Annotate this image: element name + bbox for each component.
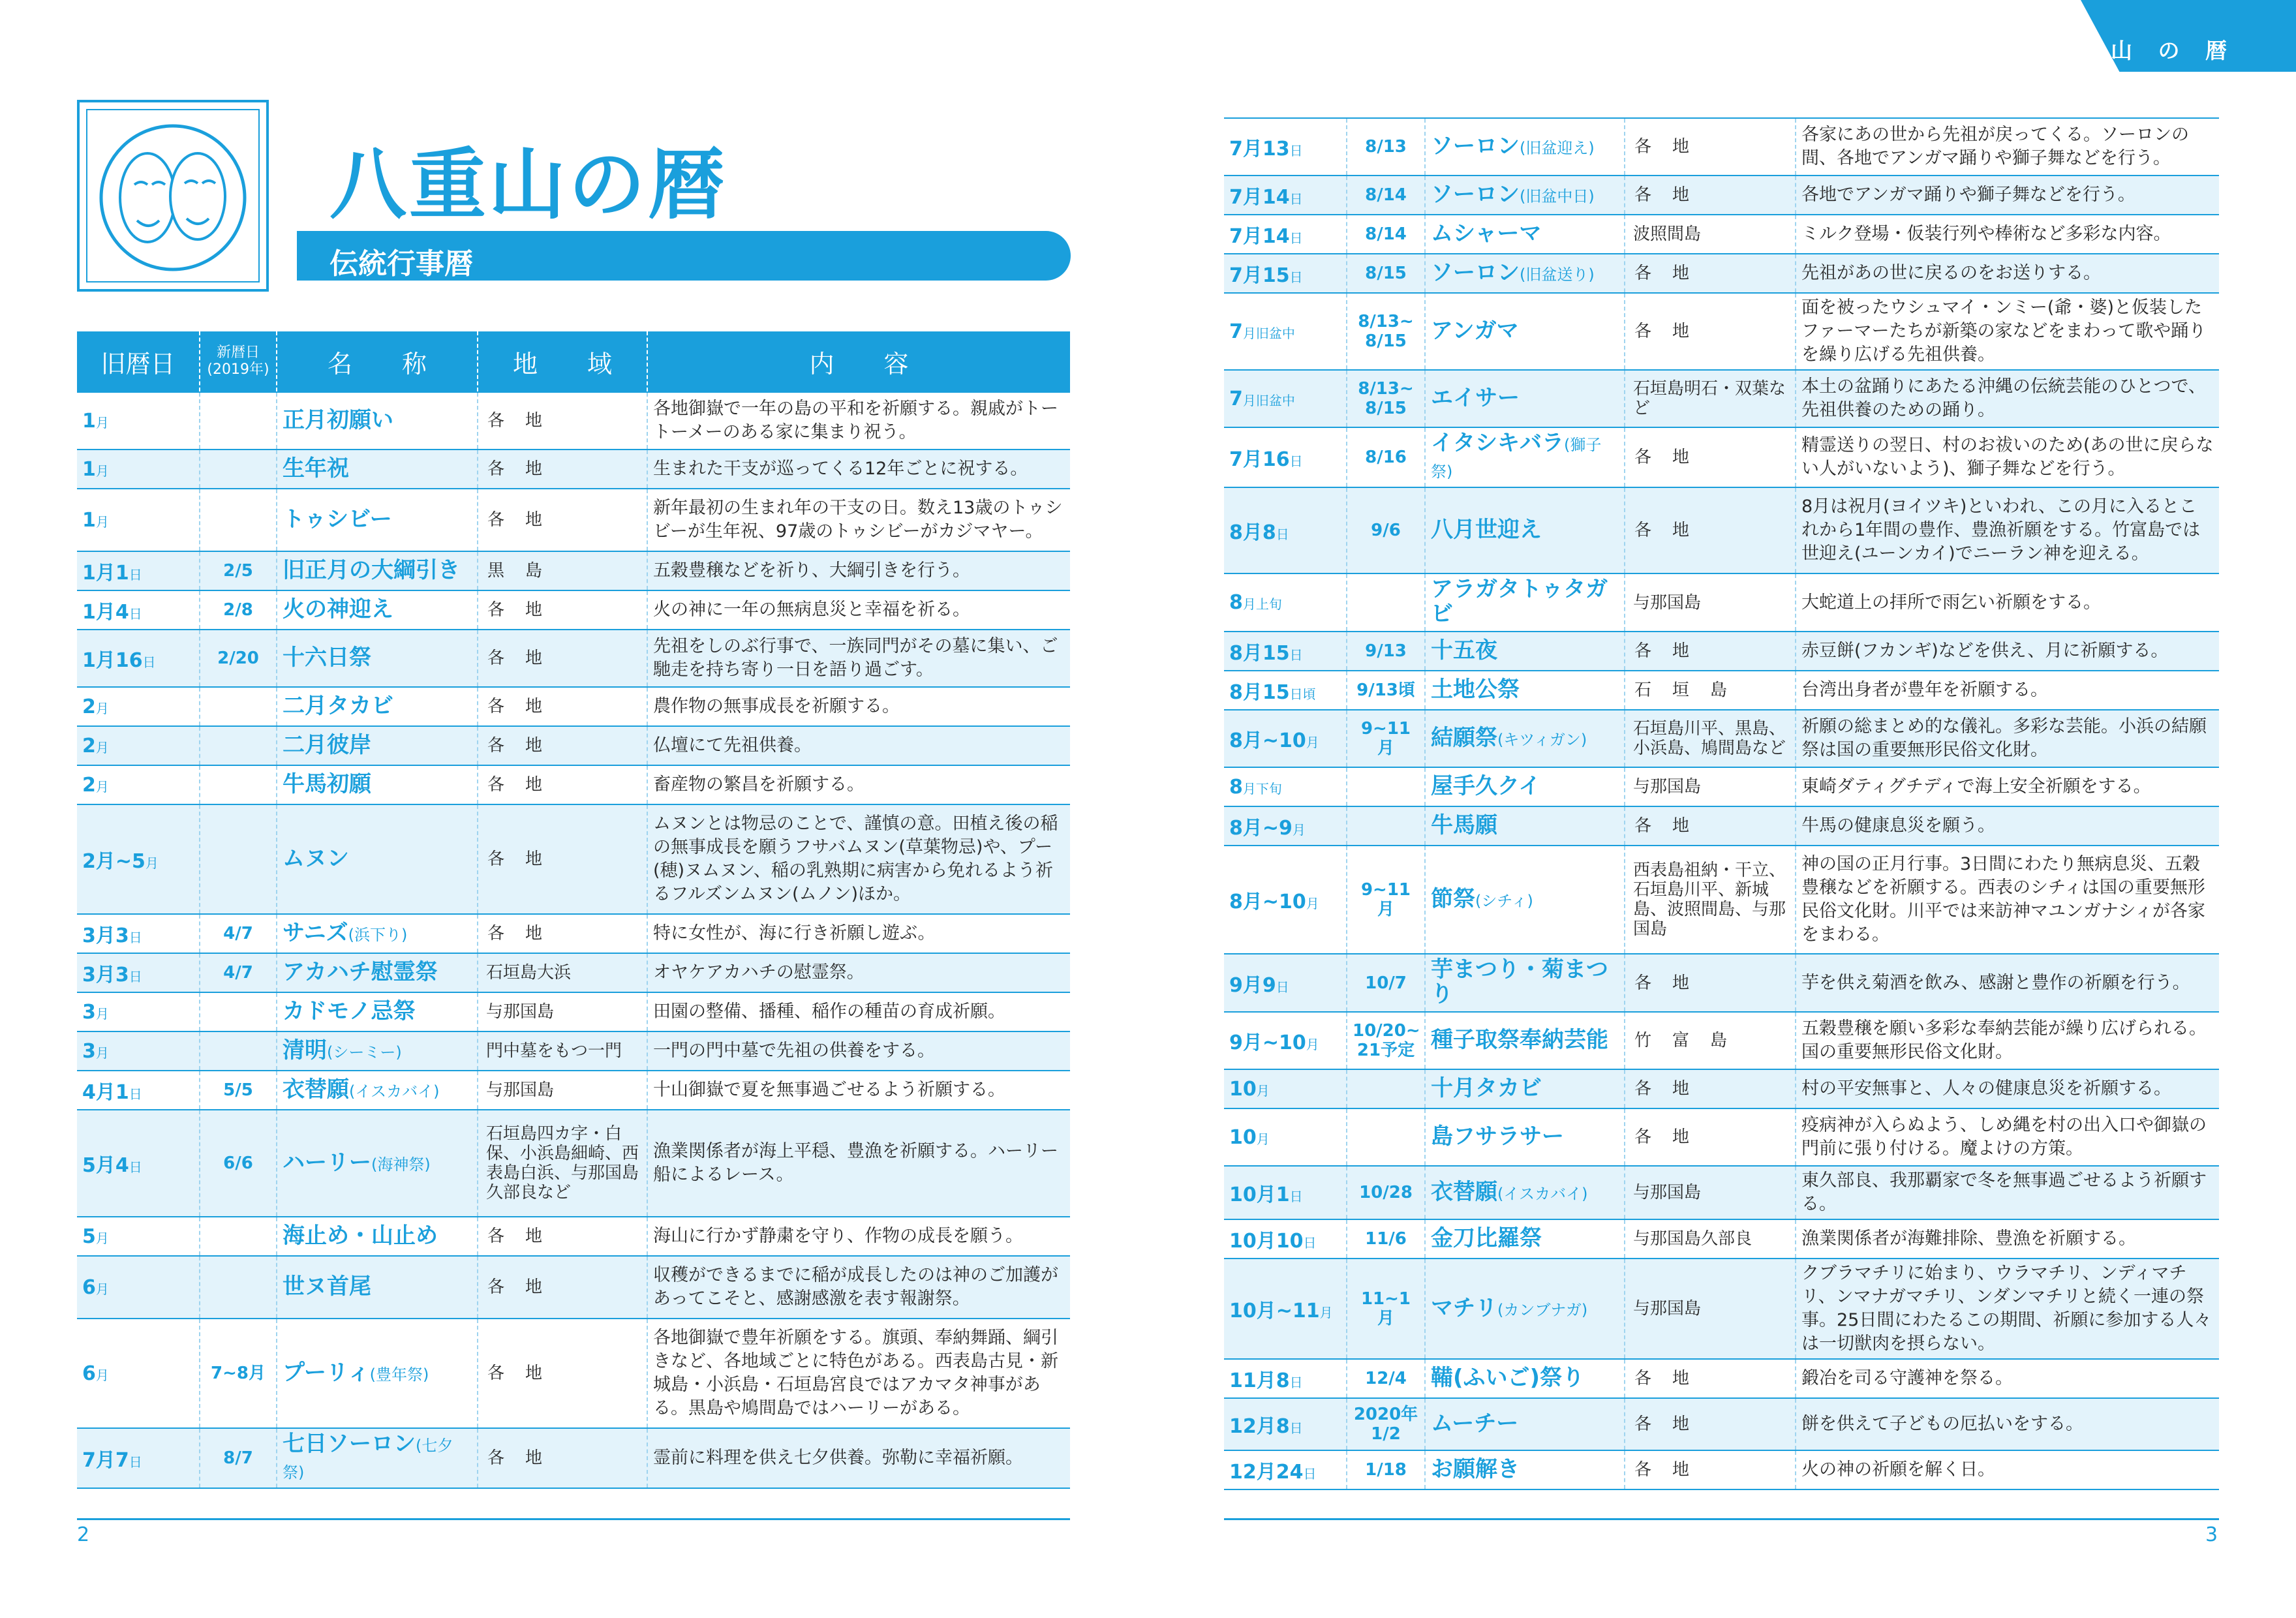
event-name: お願解き bbox=[1425, 1450, 1625, 1489]
new-date: 2/8 bbox=[200, 590, 277, 630]
new-date bbox=[200, 1031, 277, 1071]
new-date: 8/15 bbox=[1347, 254, 1425, 293]
old-date: 10月~11月 bbox=[1224, 1259, 1347, 1359]
content: 一門の門中墓で先祖の供養をする。 bbox=[647, 1031, 1070, 1071]
table-row bbox=[1224, 370, 2219, 427]
new-date: 12/4 bbox=[1347, 1359, 1425, 1398]
new-date: 10/7 bbox=[1347, 954, 1425, 1012]
new-date: 2020年 1/2 bbox=[1347, 1398, 1425, 1450]
region: 各地 bbox=[478, 1428, 647, 1488]
table-row bbox=[1224, 1166, 2219, 1219]
table-row bbox=[77, 804, 1070, 914]
event-name: エイサー bbox=[1425, 370, 1625, 427]
event-name: 節祭(シチィ) bbox=[1425, 846, 1625, 954]
event-name: 結願祭(キツィガン) bbox=[1425, 710, 1625, 767]
region: 各地 bbox=[1625, 806, 1796, 846]
table-row bbox=[77, 551, 1070, 590]
region: 各地 bbox=[478, 392, 647, 450]
content: クブラマチリに始まり、ウラマチリ、ンディマチリ、ンマナガマチリ、ンダンマチリと続く一連の祭事。25日間にわたるこの期間、祈願に参加する人々は一切獣肉を摂らない。 bbox=[1796, 1259, 2219, 1359]
old-date: 2月 bbox=[77, 765, 200, 804]
old-date: 7月旧盆中 bbox=[1224, 293, 1347, 370]
content: 芋を供え菊酒を飲み、感謝と豊作の祈願を行う。 bbox=[1796, 954, 2219, 1012]
new-date bbox=[200, 1256, 277, 1319]
event-name: 衣替願(イスカバイ) bbox=[1425, 1166, 1625, 1219]
new-date: 7~8月 bbox=[200, 1319, 277, 1428]
new-date: 8/13~ 8/15 bbox=[1347, 293, 1425, 370]
content: 疫病神が入らぬよう、しめ縄を村の出入口や御嶽の門前に張り付ける。魔よけの方策。 bbox=[1796, 1108, 2219, 1166]
header-new-date: 新暦日 (2019年) bbox=[200, 331, 277, 392]
event-name: 海止め・山止め bbox=[277, 1217, 478, 1256]
table-row bbox=[1224, 767, 2219, 806]
new-date: 2/5 bbox=[200, 551, 277, 590]
region: 各地 bbox=[478, 450, 647, 489]
table-row bbox=[77, 992, 1070, 1031]
new-date: 9~11月 bbox=[1347, 846, 1425, 954]
old-date: 8月8日 bbox=[1224, 487, 1347, 573]
region: 与那国島 bbox=[1625, 1166, 1796, 1219]
new-date bbox=[200, 804, 277, 914]
event-name: 土地公祭 bbox=[1425, 671, 1625, 710]
region: 石垣島大浜 bbox=[478, 953, 647, 992]
content: 特に女性が、海に行き祈願し遊ぶ。 bbox=[647, 914, 1070, 953]
old-date: 6月 bbox=[77, 1319, 200, 1428]
content: 生まれた干支が巡ってくる12年ごとに祝する。 bbox=[647, 450, 1070, 489]
table-row bbox=[1224, 1259, 2219, 1359]
content: 牛馬の健康息災を願う。 bbox=[1796, 806, 2219, 846]
new-date: 8/13 bbox=[1347, 118, 1425, 176]
region: 各地 bbox=[478, 630, 647, 687]
table-row bbox=[77, 1428, 1070, 1488]
table-row bbox=[1224, 632, 2219, 671]
region: 各地 bbox=[1625, 118, 1796, 176]
new-date bbox=[200, 489, 277, 551]
table-row bbox=[77, 765, 1070, 804]
new-date bbox=[200, 392, 277, 450]
event-name: ムヌン bbox=[277, 804, 478, 914]
content: 神の国の正月行事。3日間にわたり無病息災、五穀豊穣などを祈願する。西表のシチィは国の重要無形民俗文化財。川平では来訪神マユンガナシィが各家をまわる。 bbox=[1796, 846, 2219, 954]
table-row bbox=[77, 630, 1070, 687]
header-region: 地 域 bbox=[478, 331, 647, 392]
old-date: 10月 bbox=[1224, 1108, 1347, 1166]
event-name: 火の神迎え bbox=[277, 590, 478, 630]
table-header bbox=[77, 331, 1070, 392]
bottom-rule-right bbox=[1224, 1518, 2219, 1520]
event-name: 十五夜 bbox=[1425, 632, 1625, 671]
new-date: 2/20 bbox=[200, 630, 277, 687]
old-date: 1月1日 bbox=[77, 551, 200, 590]
table-row bbox=[77, 489, 1070, 551]
content: 8月は祝月(ヨイツキ)といわれ、この月に入るとこれから1年間の豊作、豊漁祈願をする。竹富島では世迎え(ユーンカイ)でニーラン神を迎える。 bbox=[1796, 487, 2219, 573]
calendar-table-left bbox=[77, 331, 1070, 1489]
region: 各地 bbox=[478, 1256, 647, 1319]
table-row bbox=[77, 726, 1070, 765]
new-date bbox=[200, 726, 277, 765]
content: 祈願の総まとめ的な儀礼。多彩な芸能。小浜の結願祭は国の重要無形民俗文化財。 bbox=[1796, 710, 2219, 767]
old-date: 1月16日 bbox=[77, 630, 200, 687]
event-name: 清明(シーミー) bbox=[277, 1031, 478, 1071]
old-date: 9月9日 bbox=[1224, 954, 1347, 1012]
old-date: 3月 bbox=[77, 1031, 200, 1071]
old-date: 8月下旬 bbox=[1224, 767, 1347, 806]
old-date: 7月16日 bbox=[1224, 427, 1347, 487]
event-name: トゥシビー bbox=[277, 489, 478, 551]
table-row bbox=[1224, 710, 2219, 767]
old-date: 1月 bbox=[77, 392, 200, 450]
old-date: 7月15日 bbox=[1224, 254, 1347, 293]
new-date bbox=[200, 765, 277, 804]
table-row bbox=[1224, 215, 2219, 254]
new-date: 8/7 bbox=[200, 1428, 277, 1488]
new-date bbox=[200, 1217, 277, 1256]
corner-title: 八 重 山 の 暦 bbox=[2016, 38, 2236, 63]
table-row bbox=[1224, 954, 2219, 1012]
page-number-right: 3 bbox=[2205, 1523, 2218, 1546]
new-date: 8/14 bbox=[1347, 215, 1425, 254]
event-name: 十月タカビ bbox=[1425, 1069, 1625, 1108]
event-name: 八月世迎え bbox=[1425, 487, 1625, 573]
old-date: 12月24日 bbox=[1224, 1450, 1347, 1489]
region: 各地 bbox=[1625, 1069, 1796, 1108]
event-name: ムシャーマ bbox=[1425, 215, 1625, 254]
content: 大蛇道上の拝所で雨乞い祈願をする。 bbox=[1796, 573, 2219, 632]
content: ミルク登場・仮装行列や棒術など多彩な内容。 bbox=[1796, 215, 2219, 254]
table-row bbox=[77, 1319, 1070, 1428]
table-row bbox=[77, 687, 1070, 726]
old-date: 1月4日 bbox=[77, 590, 200, 630]
content: 本土の盆踊りにあたる沖縄の伝統芸能のひとつで、先祖供養のための踊り。 bbox=[1796, 370, 2219, 427]
old-date: 7月14日 bbox=[1224, 215, 1347, 254]
event-name: 生年祝 bbox=[277, 450, 478, 489]
content: 東久部良、我那覇家で冬を無事過ごせるよう祈願する。 bbox=[1796, 1166, 2219, 1219]
new-date: 9/6 bbox=[1347, 487, 1425, 573]
table-row bbox=[1224, 806, 2219, 846]
content: 農作物の無事成長を祈願する。 bbox=[647, 687, 1070, 726]
table-row bbox=[1224, 1398, 2219, 1450]
region: 各地 bbox=[478, 804, 647, 914]
content: 五穀豊穣などを祈り、大綱引きを行う。 bbox=[647, 551, 1070, 590]
old-date: 6月 bbox=[77, 1256, 200, 1319]
header-content: 内 容 bbox=[647, 331, 1070, 392]
content: 先祖をしのぶ行事で、一族同門がその墓に集い、ご馳走を持ち寄り一日を語り過ごす。 bbox=[647, 630, 1070, 687]
table-body-left bbox=[77, 392, 1070, 1488]
region: 各地 bbox=[478, 1217, 647, 1256]
table-row bbox=[1224, 1108, 2219, 1166]
region: 各地 bbox=[1625, 254, 1796, 293]
table-row bbox=[1224, 427, 2219, 487]
event-name: 旧正月の大綱引き bbox=[277, 551, 478, 590]
old-date: 2月 bbox=[77, 687, 200, 726]
table-row bbox=[1224, 1069, 2219, 1108]
content: 仏壇にて先祖供養。 bbox=[647, 726, 1070, 765]
new-date: 10/28 bbox=[1347, 1166, 1425, 1219]
old-date: 12月8日 bbox=[1224, 1398, 1347, 1450]
old-date: 11月8日 bbox=[1224, 1359, 1347, 1398]
old-date: 8月~10月 bbox=[1224, 846, 1347, 954]
region: 各地 bbox=[478, 726, 647, 765]
table-row bbox=[1224, 293, 2219, 370]
region: 与那国島 bbox=[478, 992, 647, 1031]
content: 漁業関係者が海難排除、豊漁を祈願する。 bbox=[1796, 1219, 2219, 1259]
table-row bbox=[77, 392, 1070, 450]
content: 火の神の祈願を解く日。 bbox=[1796, 1450, 2219, 1489]
table-body-right bbox=[1224, 118, 2219, 1489]
subtitle: 伝統行事暦 bbox=[329, 247, 473, 281]
table-row bbox=[1224, 846, 2219, 954]
event-name: 種子取祭奉納芸能 bbox=[1425, 1012, 1625, 1069]
header-old-date: 旧暦日 bbox=[77, 331, 200, 392]
table-row bbox=[77, 590, 1070, 630]
new-date bbox=[200, 992, 277, 1031]
content: 餅を供えて子どもの厄払いをする。 bbox=[1796, 1398, 2219, 1450]
event-name: 十六日祭 bbox=[277, 630, 478, 687]
region: 石垣島 bbox=[1625, 671, 1796, 710]
content: 先祖があの世に戻るのをお送りする。 bbox=[1796, 254, 2219, 293]
content: 五穀豊穣を願い多彩な奉納芸能が繰り広げられる。国の重要無形民俗文化財。 bbox=[1796, 1012, 2219, 1069]
table-row bbox=[1224, 1450, 2219, 1489]
event-name: ソーロン(旧盆送り) bbox=[1425, 254, 1625, 293]
new-date: 9/13頃 bbox=[1347, 671, 1425, 710]
old-date: 10月1日 bbox=[1224, 1166, 1347, 1219]
table-row bbox=[1224, 1012, 2219, 1069]
region: 各地 bbox=[1625, 1398, 1796, 1450]
table-row bbox=[77, 1031, 1070, 1071]
region: 各地 bbox=[1625, 1359, 1796, 1398]
table-row bbox=[77, 1256, 1070, 1319]
event-name: 衣替願(イスカバイ) bbox=[277, 1071, 478, 1110]
event-name: アカハチ慰霊祭 bbox=[277, 953, 478, 992]
old-date: 4月1日 bbox=[77, 1071, 200, 1110]
content: 畜産物の繁昌を祈願する。 bbox=[647, 765, 1070, 804]
region: 各地 bbox=[1625, 487, 1796, 573]
event-name: 芋まつり・菊まつり bbox=[1425, 954, 1625, 1012]
new-date bbox=[1347, 1108, 1425, 1166]
table-row bbox=[77, 1071, 1070, 1110]
content: 収穫ができるまでに稲が成長したのは神のご加護があってこそと、感謝感激を表す報謝祭。 bbox=[647, 1256, 1070, 1319]
event-name: 鞴(ふいご)祭り bbox=[1425, 1359, 1625, 1398]
new-date: 11~1月 bbox=[1347, 1259, 1425, 1359]
event-name: 七日ソーロン(七夕祭) bbox=[277, 1428, 478, 1488]
content: 東崎ダティグチディで海上安全祈願をする。 bbox=[1796, 767, 2219, 806]
event-name: カドモノ忌祭 bbox=[277, 992, 478, 1031]
new-date bbox=[200, 687, 277, 726]
content: 村の平安無事と、人々の健康息災を祈願する。 bbox=[1796, 1069, 2219, 1108]
region: 石垣島四カ字・白保、小浜島細崎、西表島白浜、与那国島久部良など bbox=[478, 1110, 647, 1217]
old-date: 7月14日 bbox=[1224, 176, 1347, 215]
event-name: 二月タカビ bbox=[277, 687, 478, 726]
old-date: 10月10日 bbox=[1224, 1219, 1347, 1259]
event-name: 金刀比羅祭 bbox=[1425, 1219, 1625, 1259]
region: 門中墓をもつ一門 bbox=[478, 1031, 647, 1071]
event-name: 牛馬初願 bbox=[277, 765, 478, 804]
new-date bbox=[200, 450, 277, 489]
table-row bbox=[1224, 118, 2219, 176]
event-name: サニズ(浜下り) bbox=[277, 914, 478, 953]
content: 海山に行かず静粛を守り、作物の成長を願う。 bbox=[647, 1217, 1070, 1256]
table-row bbox=[1224, 573, 2219, 632]
event-name: ソーロン(旧盆中日) bbox=[1425, 176, 1625, 215]
old-date: 1月 bbox=[77, 489, 200, 551]
content: 田園の整備、播種、稲作の種苗の育成祈願。 bbox=[647, 992, 1070, 1031]
mask-icon bbox=[77, 100, 269, 292]
new-date bbox=[1347, 767, 1425, 806]
event-name: アンガマ bbox=[1425, 293, 1625, 370]
region: 与那国島 bbox=[1625, 767, 1796, 806]
old-date: 1月 bbox=[77, 450, 200, 489]
region: 黒島 bbox=[478, 551, 647, 590]
content: ムヌンとは物忌のことで、謹慎の意。田植え後の稲の無事成長を願うフサバムヌン(草葉物忌)や、プー(穂)ヌムヌン、稲の乳熟期に病害から免れるよう祈るフルズンムヌン(ムノン)ほか。 bbox=[647, 804, 1070, 914]
event-name: プーリィ(豊年祭) bbox=[277, 1319, 478, 1428]
subtitle-bar bbox=[297, 231, 1071, 281]
event-name: 牛馬願 bbox=[1425, 806, 1625, 846]
old-date: 10月 bbox=[1224, 1069, 1347, 1108]
region: 西表島祖納・干立、石垣島川平、新城島、波照間島、与那国島 bbox=[1625, 846, 1796, 954]
header-name: 名 称 bbox=[277, 331, 478, 392]
region: 与那国島 bbox=[1625, 573, 1796, 632]
new-date: 11/6 bbox=[1347, 1219, 1425, 1259]
region: 各地 bbox=[1625, 1108, 1796, 1166]
content: 各地でアンガマ踊りや獅子舞などを行う。 bbox=[1796, 176, 2219, 215]
region: 各地 bbox=[478, 489, 647, 551]
event-name: イタシキバラ(獅子祭) bbox=[1425, 427, 1625, 487]
table-row bbox=[1224, 254, 2219, 293]
event-name: マチリ(カンブナガ) bbox=[1425, 1259, 1625, 1359]
new-date: 4/7 bbox=[200, 914, 277, 953]
table-row bbox=[77, 1110, 1070, 1217]
region: 各地 bbox=[478, 590, 647, 630]
content: 各家にあの世から先祖が戻ってくる。ソーロンの間、各地でアンガマ踊りや獅子舞などを行う。 bbox=[1796, 118, 2219, 176]
event-name: 正月初願い bbox=[277, 392, 478, 450]
content: 漁業関係者が海上平穏、豊漁を祈願する。ハーリー船によるレース。 bbox=[647, 1110, 1070, 1217]
content: 十山御嶽で夏を無事過ごせるよう祈願する。 bbox=[647, 1071, 1070, 1110]
table-row bbox=[1224, 671, 2219, 710]
new-date: 6/6 bbox=[200, 1110, 277, 1217]
content: 鍛冶を司る守護神を祭る。 bbox=[1796, 1359, 2219, 1398]
table-row bbox=[77, 914, 1070, 953]
region: 各地 bbox=[1625, 1450, 1796, 1489]
event-name: 屋手久クイ bbox=[1425, 767, 1625, 806]
old-date: 8月~9月 bbox=[1224, 806, 1347, 846]
table-row bbox=[1224, 487, 2219, 573]
content: 赤豆餅(フカンギ)などを供え、月に祈願する。 bbox=[1796, 632, 2219, 671]
content: 新年最初の生まれ年の干支の日。数え13歳のトゥシビーが生年祝、97歳のトゥシビーがカジマヤー。 bbox=[647, 489, 1070, 551]
old-date: 3月3日 bbox=[77, 914, 200, 953]
new-date bbox=[1347, 1069, 1425, 1108]
page-number-left: 2 bbox=[77, 1523, 90, 1546]
old-date: 2月~5月 bbox=[77, 804, 200, 914]
event-name: ムーチー bbox=[1425, 1398, 1625, 1450]
content: 霊前に料理を供え七夕供養。弥勒に幸福祈願。 bbox=[647, 1428, 1070, 1488]
new-date: 10/20~ 21予定 bbox=[1347, 1012, 1425, 1069]
new-date bbox=[1347, 573, 1425, 632]
old-date: 5月 bbox=[77, 1217, 200, 1256]
bottom-rule-left bbox=[77, 1518, 1070, 1520]
new-date: 9~11月 bbox=[1347, 710, 1425, 767]
region: 各地 bbox=[478, 1319, 647, 1428]
region: 各地 bbox=[478, 687, 647, 726]
old-date: 8月上旬 bbox=[1224, 573, 1347, 632]
old-date: 7月13日 bbox=[1224, 118, 1347, 176]
content: 精霊送りの翌日、村のお祓いのため(あの世に戻らない人がいないよう)、獅子舞などを行う。 bbox=[1796, 427, 2219, 487]
region: 各地 bbox=[1625, 632, 1796, 671]
new-date: 9/13 bbox=[1347, 632, 1425, 671]
table-row bbox=[1224, 176, 2219, 215]
region: 与那国島 bbox=[1625, 1259, 1796, 1359]
old-date: 7月旧盆中 bbox=[1224, 370, 1347, 427]
old-date: 8月15日 bbox=[1224, 632, 1347, 671]
table-row bbox=[1224, 1219, 2219, 1259]
region: 各地 bbox=[478, 765, 647, 804]
new-date: 8/16 bbox=[1347, 427, 1425, 487]
main-title: 八重山の暦 bbox=[329, 140, 728, 230]
mask-logo bbox=[77, 100, 269, 292]
old-date: 3月3日 bbox=[77, 953, 200, 992]
table-row bbox=[77, 953, 1070, 992]
content: オヤケアカハチの慰霊祭。 bbox=[647, 953, 1070, 992]
region: 各地 bbox=[1625, 176, 1796, 215]
region: 各地 bbox=[478, 914, 647, 953]
new-date: 4/7 bbox=[200, 953, 277, 992]
content: 台湾出身者が豊年を祈願する。 bbox=[1796, 671, 2219, 710]
region: 各地 bbox=[1625, 427, 1796, 487]
region: 各地 bbox=[1625, 293, 1796, 370]
event-name: 島フサラサー bbox=[1425, 1108, 1625, 1166]
table-row bbox=[77, 1217, 1070, 1256]
old-date: 8月15日頃 bbox=[1224, 671, 1347, 710]
region: 与那国島 bbox=[478, 1071, 647, 1110]
content: 各地御嶽で豊年祈願をする。旗頭、奉納舞踊、綱引きなど、各地域ごとに特色がある。西表島古見・新城島・小浜島・石垣島宮良ではアカマタ神事がある。黒島や鳩間島ではハーリーがある。 bbox=[647, 1319, 1070, 1428]
new-date: 1/18 bbox=[1347, 1450, 1425, 1489]
content: 面を被ったウシュマイ・ンミー(爺・婆)と仮装したファーマーたちが新築の家などをまわって歌や踊りを繰り広げる先祖供養。 bbox=[1796, 293, 2219, 370]
old-date: 9月~10月 bbox=[1224, 1012, 1347, 1069]
old-date: 8月~10月 bbox=[1224, 710, 1347, 767]
old-date: 7月7日 bbox=[77, 1428, 200, 1488]
table-row bbox=[1224, 1359, 2219, 1398]
content: 火の神に一年の無病息災と幸福を祈る。 bbox=[647, 590, 1070, 630]
calendar-table-right bbox=[1224, 117, 2219, 1490]
event-name: アラガタトゥタガビ bbox=[1425, 573, 1625, 632]
event-name: 世ヌ首尾 bbox=[277, 1256, 478, 1319]
new-date: 8/13~ 8/15 bbox=[1347, 370, 1425, 427]
old-date: 2月 bbox=[77, 726, 200, 765]
old-date: 5月4日 bbox=[77, 1110, 200, 1217]
region: 波照間島 bbox=[1625, 215, 1796, 254]
new-date bbox=[1347, 806, 1425, 846]
event-name: ハーリー(海神祭) bbox=[277, 1110, 478, 1217]
region: 各地 bbox=[1625, 954, 1796, 1012]
content: 各地御嶽で一年の島の平和を祈願する。親戚がトートーメーのある家に集まり祝う。 bbox=[647, 392, 1070, 450]
region: 与那国島久部良 bbox=[1625, 1219, 1796, 1259]
new-date: 8/14 bbox=[1347, 176, 1425, 215]
table-row bbox=[77, 450, 1070, 489]
region: 石垣島川平、黒島、小浜島、鳩間島など bbox=[1625, 710, 1796, 767]
new-date: 5/5 bbox=[200, 1071, 277, 1110]
event-name: ソーロン(旧盆迎え) bbox=[1425, 118, 1625, 176]
region: 竹富島 bbox=[1625, 1012, 1796, 1069]
old-date: 3月 bbox=[77, 992, 200, 1031]
region: 石垣島明石・双葉など bbox=[1625, 370, 1796, 427]
event-name: 二月彼岸 bbox=[277, 726, 478, 765]
